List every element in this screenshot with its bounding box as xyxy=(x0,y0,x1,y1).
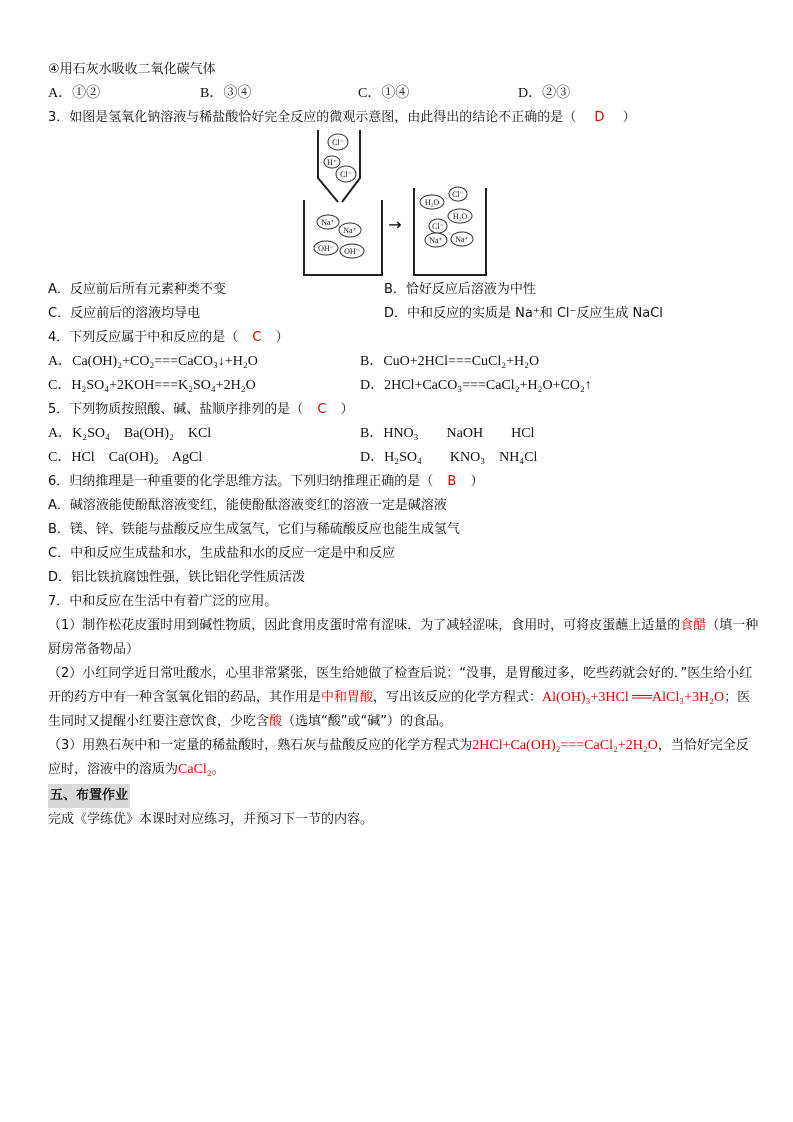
q4-stem-close: ） xyxy=(275,330,289,345)
q5-stem xyxy=(48,398,760,422)
q4-options-row1 xyxy=(48,350,760,374)
q4-stem-text: 4．下列反应属于中和反应的是（ xyxy=(48,330,239,345)
q2-item4: ④用石灰水吸收二氧化碳气体 xyxy=(48,62,216,77)
q3-answer: D xyxy=(594,110,605,125)
ion-label: Cl⁻ xyxy=(452,190,464,199)
q7-p2-answer1: 中和胃酸 xyxy=(321,690,374,705)
q4-answer: C xyxy=(252,330,262,345)
q4-option-b: B．CuO+2HCl===CuCl₂+H₂O xyxy=(360,354,540,369)
q2-option-d: D．②③ xyxy=(518,86,571,101)
ion-label: Na⁺ xyxy=(455,235,469,244)
ion-label: Cl⁻ xyxy=(340,170,352,179)
q5-option-c: C．HCl Ca(OH)₂ AgCl xyxy=(48,450,203,465)
q7-p1-text: （1）制作松花皮蛋时用到碱性物质，因此食用皮蛋时常有涩味．为了减轻涩味，食用时，可将皮蛋蘸上适量的 xyxy=(48,618,681,633)
q5-stem-close: ） xyxy=(340,402,354,417)
q5-options-row2 xyxy=(48,446,760,470)
q7-p3-answer2: CaCl₂ xyxy=(178,762,212,777)
q7-p1-tail: （填一种厨房常备物品） xyxy=(48,618,759,657)
q5-answer: C xyxy=(317,402,327,417)
q6-option-a: A．碱溶液能使酚酞溶液变红，能使酚酞溶液变红的溶液一定是碱溶液 xyxy=(48,498,447,513)
q4-option-d: D．2HCl+CaCO₃===CaCl₂+H₂O+CO₂↑ xyxy=(360,378,592,393)
q3-stem-close: ） xyxy=(622,110,636,125)
ion-label: Na⁺ xyxy=(343,226,357,235)
q5-option-a: A．K₂SO₄ Ba(OH)₂ KCl xyxy=(48,426,212,441)
section5-heading: 五、布置作业 xyxy=(48,784,130,808)
q7-part1 xyxy=(48,614,760,662)
ion-label: Na⁺ xyxy=(321,218,335,227)
q6-option-b: B．镁、锌、铁能与盐酸反应生成氢气，它们与稀硫酸反应也能生成氢气 xyxy=(48,522,460,537)
ion-label: H₂O xyxy=(452,212,468,221)
section5-heading-row xyxy=(48,784,760,808)
q7-p2-text4: （选填“酸”或“碱”）的食品。 xyxy=(282,714,452,729)
q3-options-row1 xyxy=(48,278,760,302)
q7-stem: 7．中和反应在生活中有着广泛的应用。 xyxy=(48,594,278,609)
q3-option-b: B．恰好反应后溶液为中性 xyxy=(384,282,536,297)
neutralization-micro-diagram xyxy=(298,130,498,278)
q6-stem-text: 6．归纳推理是一种重要的化学思维方法。下列归纳推理正确的是（ xyxy=(48,474,434,489)
ion-label: OH⁻ xyxy=(344,247,360,256)
q5-option-d: D．H₂SO₄ KNO₃ NH₄Cl xyxy=(360,450,538,465)
q4-options-row2 xyxy=(48,374,760,398)
q7-p3-text2: ，当恰好完全反应时，溶液中的溶质为 xyxy=(48,738,749,777)
q7-p2-answer3: 酸 xyxy=(269,714,283,729)
q2-option-c: C．①④ xyxy=(358,86,410,101)
reaction-diagram xyxy=(48,130,760,278)
q4-option-a: A．Ca(OH)₂+CO₂===CaCO₃↓+H₂O xyxy=(48,354,258,369)
q7-p1-answer: 食醋 xyxy=(680,618,707,633)
q6-stem xyxy=(48,470,760,494)
q4-option-c: C．H₂SO₄+2KOH===K₂SO₄+2H₂O xyxy=(48,378,256,393)
ion-label: H⁺ xyxy=(327,158,337,167)
q5-stem-text: 5．下列物质按照酸、碱、盐顺序排列的是（ xyxy=(48,402,304,417)
q3-stem xyxy=(48,106,760,130)
q2-option-b: B．③④ xyxy=(200,86,252,101)
q5-options-row1 xyxy=(48,422,760,446)
q2-option-a: A．①② xyxy=(48,86,101,101)
q3-option-c: C．反应前后的溶液均导电 xyxy=(48,306,201,321)
q6-option-c: C．中和反应生成盐和水，生成盐和水的反应一定是中和反应 xyxy=(48,546,396,561)
q7-p2-text2: ，写出该反应的化学方程式： xyxy=(373,690,543,705)
ion-label: Na⁺ xyxy=(429,236,443,245)
ion-label: Cl⁻ xyxy=(332,138,344,147)
q6-answer: B xyxy=(447,474,457,489)
q7-p3-answer1: 2HCl+Ca(OH)₂===CaCl₂+2H₂O xyxy=(472,738,658,753)
reaction-arrow: → xyxy=(388,215,402,234)
q3-options-row2 xyxy=(48,302,760,326)
q7-p2-text1: （2）小红同学近日常吐酸水，心里非常紧张，医生给她做了检查后说：“没事，是胃酸过多，吃些药就会好的．”医生给小红开的药方中有一种含氢氧化铝的药品，其作用是 xyxy=(48,666,753,705)
ion-label: Cl⁻ xyxy=(432,222,444,231)
q6-option-d: D．铝比铁抗腐蚀性强，铁比铝化学性质活泼 xyxy=(48,570,306,585)
q3-option-a: A．反应前后所有元素种类不变 xyxy=(48,282,226,297)
q7-p3-text3: 。 xyxy=(211,762,225,777)
left-beaker xyxy=(304,200,382,275)
q7-p2-answer2: Al(OH)₃+3HCl ══AlCl₃+3H₂O xyxy=(542,690,725,705)
q5-option-b: B．HNO₃ NaOH HCl xyxy=(360,426,535,441)
q2-options xyxy=(48,82,760,106)
ion-label: OH⁻ xyxy=(318,244,334,253)
q3-stem-text: 3．如图是氢氧化钠溶液与稀盐酸恰好完全反应的微观示意图，由此得出的结论不正确的是（ xyxy=(48,110,577,125)
q7-part3 xyxy=(48,734,760,782)
ion-label: H₂O xyxy=(424,198,440,207)
q3-option-d: D．中和反应的实质是 Na⁺和 Cl⁻反应生成 NaCl xyxy=(384,306,663,321)
q4-stem xyxy=(48,326,760,350)
q7-p3-text1: （3）用熟石灰中和一定量的稀盐酸时，熟石灰与盐酸反应的化学方程式为 xyxy=(48,738,473,753)
q6-stem-close: ） xyxy=(470,474,484,489)
section5-text: 完成《学练优》本课时对应练习，并预习下一节的内容。 xyxy=(48,812,374,827)
q7-part2 xyxy=(48,662,760,734)
q7-p2-text3: ；医生同时又提醒小红要注意饮食，少吃含 xyxy=(48,690,751,729)
document-page xyxy=(48,58,760,832)
